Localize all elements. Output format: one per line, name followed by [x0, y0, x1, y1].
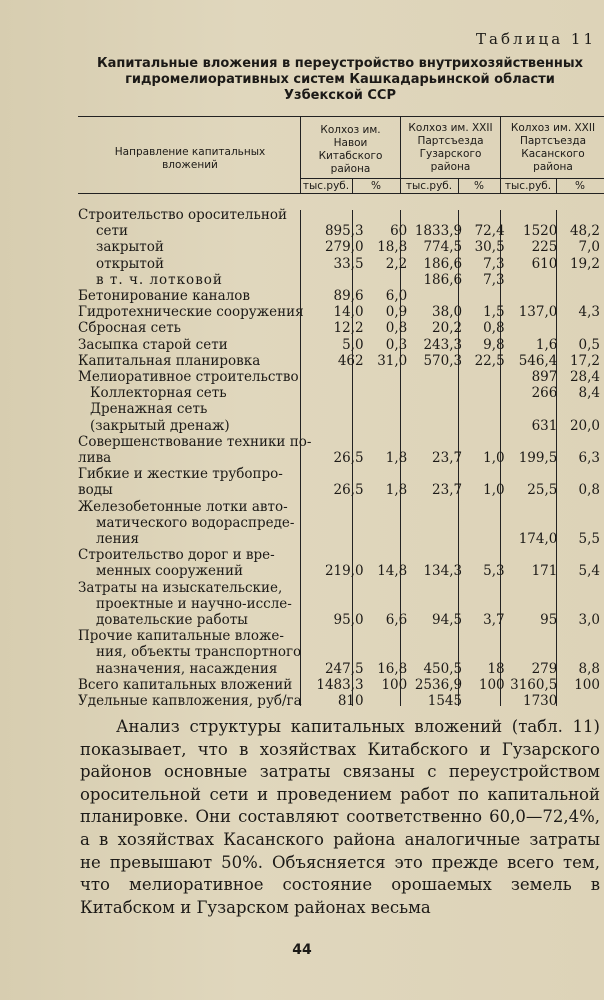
row-label: довательские работы — [96, 612, 248, 629]
cell-value: 1,0 — [483, 482, 505, 499]
row-label: открытой — [96, 255, 165, 272]
row-label: Прочие капитальные вложе- — [78, 628, 284, 645]
cell-value — [315, 596, 368, 612]
title-line-1: Капитальные вложения в переустройство внутрихозяйственных — [96, 56, 584, 71]
cell-value: 23,7 — [432, 482, 463, 499]
cell-value: 16,8 — [377, 660, 408, 677]
cell-value: 610 — [531, 255, 558, 272]
cell-value — [466, 418, 509, 434]
row-label: Железобетонные лотки авто- — [78, 498, 288, 515]
cell-value — [368, 369, 412, 385]
cell-value — [466, 580, 509, 596]
cell-value — [411, 580, 466, 596]
unit-rub-1: тыс.руб. — [302, 180, 350, 192]
cell-value: 31,0 — [377, 352, 408, 369]
cell-value — [411, 547, 466, 563]
cell-value: 14,0 — [333, 304, 364, 321]
cell-value: 72,4 — [474, 223, 505, 240]
row-label: Совершенствование техники по- — [78, 433, 312, 450]
unit-rub-3: тыс.руб. — [504, 180, 552, 192]
table-row — [78, 596, 604, 612]
cell-value: 219,0 — [324, 563, 364, 580]
row-label: назначения, насаждения — [96, 660, 278, 677]
row-label: закрытой — [96, 239, 164, 256]
cell-value: 1520 — [523, 223, 558, 240]
cell-value — [561, 628, 604, 644]
cell-value: 462 — [337, 352, 364, 369]
cell-value: 48,2 — [569, 223, 600, 240]
cell-value: 100 — [574, 676, 600, 693]
cell-value — [561, 288, 604, 304]
cell-value — [411, 434, 466, 450]
cell-value: 19,2 — [569, 255, 600, 272]
table-row — [78, 547, 604, 563]
cell-value: 199,5 — [518, 450, 558, 467]
row-label: Всего капитальных вложений — [78, 676, 293, 693]
cell-value — [561, 320, 604, 336]
cell-value — [411, 644, 466, 660]
row-label: Коллекторная сеть — [90, 385, 227, 402]
cell-value — [411, 369, 466, 385]
cell-value — [466, 628, 509, 644]
cell-value — [561, 499, 604, 515]
table-row — [78, 563, 604, 579]
cell-value: 1833,9 — [414, 223, 463, 240]
cell-value: 0,8 — [578, 482, 600, 499]
table-row — [78, 304, 604, 320]
cell-value: 5,4 — [578, 563, 600, 580]
table-body — [78, 207, 604, 709]
table-row — [78, 515, 604, 531]
row-label: Строительство дорог и вре- — [78, 547, 275, 564]
cell-value: 5,5 — [578, 531, 600, 548]
table-row — [78, 580, 604, 596]
cell-value — [466, 547, 509, 563]
row-label: матического водораспреде- — [96, 514, 295, 531]
cell-value — [466, 531, 509, 547]
cell-value: 4,3 — [578, 304, 600, 321]
cell-value: 23,7 — [432, 450, 463, 467]
cell-value: 1730 — [523, 693, 558, 710]
cell-value: 6,0 — [385, 288, 408, 305]
row-label: Гибкие и жесткие трубопро- — [78, 466, 283, 483]
title-line-2: гидромелиоративных систем Кашкадарьинской области — [125, 72, 555, 87]
cell-value — [561, 207, 604, 223]
cell-value: 14,8 — [377, 563, 408, 580]
cell-value: 774,5 — [423, 239, 463, 256]
row-label: (закрытый дренаж) — [90, 417, 230, 434]
cell-value: 266 — [531, 385, 558, 402]
cell-value: 631 — [531, 417, 558, 434]
cell-value — [466, 434, 509, 450]
cell-value — [466, 499, 509, 515]
table-row — [78, 531, 604, 547]
row-label: Мелиоративное строительство — [78, 369, 299, 386]
cell-value: 38,0 — [432, 304, 463, 321]
cell-value — [561, 644, 604, 660]
row-label: Гидротехнические сооружения — [78, 304, 304, 321]
cell-value: 8,8 — [578, 660, 600, 677]
cell-value: 95,0 — [333, 612, 364, 629]
cell-value: 174,0 — [518, 531, 558, 548]
cell-value: 22,5 — [474, 352, 505, 369]
cell-value: 279,0 — [324, 239, 364, 256]
table-row — [78, 207, 604, 223]
cell-value — [315, 369, 368, 385]
cell-value — [466, 207, 509, 223]
cell-value: 134,3 — [423, 563, 463, 580]
table-row — [78, 612, 604, 628]
cell-value — [466, 515, 509, 531]
cell-value — [561, 401, 604, 417]
title-line-3: Узбекской ССР — [284, 88, 396, 103]
cell-value — [315, 547, 368, 563]
cell-value — [466, 385, 509, 401]
cell-value: 279 — [531, 660, 558, 677]
cell-value — [411, 596, 466, 612]
cell-value: 0,5 — [578, 336, 600, 353]
table-row — [78, 401, 604, 417]
cell-value: 5,0 — [342, 336, 364, 353]
header-direction: Направление капитальных вложений — [114, 146, 266, 171]
cell-value — [368, 644, 412, 660]
row-label: ния, объекты транспортного — [96, 644, 302, 661]
row-label: менных сооружений — [96, 563, 243, 580]
cell-value — [315, 580, 368, 596]
cell-value — [509, 644, 562, 660]
cell-value: 1483,3 — [316, 676, 364, 693]
cell-value: 12,2 — [333, 320, 364, 337]
cell-value — [315, 418, 368, 434]
cell-value: 60 — [390, 223, 408, 240]
table-row — [78, 661, 604, 677]
table-row — [78, 693, 604, 709]
row-label: лива — [78, 450, 112, 467]
cell-value: 95 — [540, 612, 558, 629]
cell-value: 0,8 — [483, 320, 505, 337]
cell-value: 26,5 — [333, 482, 364, 499]
row-label: воды — [78, 482, 113, 499]
table-row — [78, 272, 604, 288]
cell-value — [509, 580, 562, 596]
cell-value: 1,8 — [385, 450, 408, 467]
cell-value: 450,5 — [423, 660, 463, 677]
cell-value: 18,8 — [377, 239, 408, 256]
cell-value: 100 — [478, 676, 505, 693]
cell-value: 186,6 — [423, 271, 463, 288]
cell-value — [561, 515, 604, 531]
cell-value — [466, 466, 509, 482]
cell-value — [411, 207, 466, 223]
cell-value — [315, 401, 368, 417]
cell-value — [509, 320, 562, 336]
cell-value — [411, 531, 466, 547]
cell-value: 2536,9 — [414, 676, 463, 693]
cell-value — [315, 628, 368, 644]
cell-value — [368, 499, 412, 515]
cell-value — [368, 418, 412, 434]
cell-value: 33,5 — [333, 255, 364, 272]
cell-value: 94,5 — [432, 612, 463, 629]
cell-value: 1,5 — [483, 304, 505, 321]
table-row — [78, 677, 604, 693]
cell-value — [368, 515, 412, 531]
cell-value — [368, 580, 412, 596]
row-label: проектные и научно-иссле- — [96, 595, 292, 612]
cell-value — [411, 628, 466, 644]
cell-value — [509, 547, 562, 563]
row-label: сети — [96, 223, 129, 240]
cell-value — [315, 531, 368, 547]
cell-value: 243,3 — [423, 336, 463, 353]
table-row — [78, 337, 604, 353]
table-row — [78, 369, 604, 385]
cell-value — [411, 499, 466, 515]
cell-value — [368, 531, 412, 547]
cell-value — [315, 434, 368, 450]
cell-value — [411, 466, 466, 482]
cell-value — [315, 385, 368, 401]
cell-value — [466, 401, 509, 417]
cell-value: 20,2 — [432, 320, 463, 337]
cell-value — [561, 580, 604, 596]
table-row — [78, 450, 604, 466]
cell-value: 546,4 — [518, 352, 558, 369]
cell-value — [561, 466, 604, 482]
cell-value: 1,6 — [535, 336, 558, 353]
cell-value: 30,5 — [474, 239, 505, 256]
cell-value — [509, 596, 562, 612]
cell-value — [368, 596, 412, 612]
row-label: Затраты на изыскательские, — [78, 579, 283, 596]
cell-value — [368, 207, 412, 223]
data-table — [78, 207, 604, 709]
cell-value: 225 — [531, 239, 558, 256]
cell-value: 1,0 — [483, 450, 505, 467]
cell-value — [509, 499, 562, 515]
cell-value: 6,6 — [385, 612, 408, 629]
cell-value: 171 — [531, 563, 558, 580]
header-farm-3: Колхоз им. XXII Партсъезда Касанского района — [510, 122, 596, 173]
body-paragraph-text: Анализ структуры капитальных вложений (табл. 11) показывает, что в хозяйствах Китабского и Гузарского районов основные затраты связаны с переустройством оросительной сети и проведением работ по капитальной планировке. Они составляют соответственно 60,0—72,4%, а в хозяйствах Касанского района аналогичные затраты не превышают 50%. Объясняется это прежде всего тем, что мелиоративное состояние орошаемых земель в Китабском и Гузарском районах весьма — [80, 717, 600, 917]
header-top-rule — [78, 116, 604, 117]
header-bottom-rule — [78, 193, 604, 194]
cell-value: 2,2 — [385, 255, 408, 272]
cell-value — [315, 272, 368, 288]
cell-value: 137,0 — [518, 304, 558, 321]
cell-value: 17,2 — [569, 352, 600, 369]
cell-value: 1,8 — [385, 482, 408, 499]
cell-value: 8,4 — [578, 385, 600, 402]
cell-value — [509, 466, 562, 482]
table-row — [78, 223, 604, 239]
cell-value — [561, 272, 604, 288]
table-row — [78, 239, 604, 255]
table-row — [78, 418, 604, 434]
body-paragraph — [80, 716, 600, 919]
header-farm-1: Колхоз им. Навои Китабского района — [318, 124, 383, 175]
cell-value: 897 — [531, 369, 558, 386]
cell-value: 7,3 — [483, 255, 505, 272]
cell-value — [315, 644, 368, 660]
cell-value — [509, 288, 562, 304]
cell-value — [368, 434, 412, 450]
cell-value: 26,5 — [333, 450, 364, 467]
cell-value: 18 — [487, 660, 505, 677]
unit-rule — [300, 178, 604, 179]
table-title — [70, 56, 604, 104]
cell-value — [315, 207, 368, 223]
cell-value — [509, 515, 562, 531]
table-number: Таблица 11 — [476, 30, 596, 48]
cell-value: 810 — [337, 693, 364, 710]
table-row — [78, 256, 604, 272]
table-row — [78, 353, 604, 369]
cell-value: 7,3 — [483, 271, 505, 288]
cell-value: 6,3 — [578, 450, 600, 467]
cell-value — [509, 434, 562, 450]
cell-value — [368, 547, 412, 563]
unit-rub-2: тыс.руб. — [405, 180, 453, 192]
cell-value: 5,3 — [483, 563, 505, 580]
cell-value — [509, 628, 562, 644]
cell-value — [466, 644, 509, 660]
cell-value — [411, 515, 466, 531]
cell-value: 247,5 — [324, 660, 364, 677]
row-label: Удельные капвложения, руб/га — [78, 693, 302, 710]
cell-value — [561, 547, 604, 563]
cell-value — [466, 369, 509, 385]
cell-value: 3160,5 — [510, 676, 558, 693]
cell-value — [466, 693, 509, 709]
cell-value — [315, 499, 368, 515]
cell-value — [466, 288, 509, 304]
cell-value: 0,8 — [385, 320, 408, 337]
cell-value — [411, 288, 466, 304]
table-row — [78, 466, 604, 482]
cell-value: 28,4 — [569, 369, 600, 386]
table-row — [78, 320, 604, 336]
cell-value: 20,0 — [569, 417, 600, 434]
row-label: Капитальная планировка — [78, 352, 261, 369]
cell-value — [561, 596, 604, 612]
cell-value — [368, 693, 412, 709]
cell-value: 186,6 — [423, 255, 463, 272]
cell-value: 0,9 — [385, 304, 408, 321]
table-row — [78, 628, 604, 644]
row-label: ления — [96, 531, 140, 548]
table-row — [78, 482, 604, 498]
cell-value — [315, 466, 368, 482]
row-label: Сбросная сеть — [78, 320, 182, 337]
cell-value — [368, 628, 412, 644]
header-farm-2: Колхоз им. XXII Партсъезда Гузарского района — [408, 122, 493, 173]
cell-value — [368, 272, 412, 288]
table-row — [78, 434, 604, 450]
cell-value — [509, 207, 562, 223]
cell-value: 3,7 — [483, 612, 505, 629]
cell-value — [368, 466, 412, 482]
cell-value — [368, 385, 412, 401]
cell-value: 7,0 — [578, 239, 600, 256]
cell-value — [315, 515, 368, 531]
cell-value: 9,8 — [483, 336, 505, 353]
cell-value: 100 — [381, 676, 408, 693]
table-row — [78, 644, 604, 660]
row-label: Засыпка старой сети — [78, 336, 228, 353]
table-row — [78, 288, 604, 304]
cell-value — [368, 401, 412, 417]
cell-value — [561, 693, 604, 709]
row-label: Строительство оросительной — [78, 207, 287, 223]
cell-value — [411, 401, 466, 417]
unit-pct-3: % — [575, 180, 585, 192]
table-row — [78, 385, 604, 401]
cell-value — [509, 401, 562, 417]
cell-value: 25,5 — [527, 482, 558, 499]
cell-value — [411, 385, 466, 401]
cell-value: 89,6 — [333, 288, 364, 305]
cell-value — [561, 434, 604, 450]
row-label: Дренажная сеть — [90, 401, 208, 418]
cell-value: 3,0 — [578, 612, 600, 629]
cell-value: 570,3 — [423, 352, 463, 369]
page-number: 44 — [292, 942, 312, 958]
row-label: в т. ч. лотковой — [96, 271, 223, 288]
cell-value — [466, 596, 509, 612]
row-label: Бетонирование каналов — [78, 288, 251, 305]
cell-value — [509, 272, 562, 288]
cell-value — [411, 418, 466, 434]
cell-value: 895,3 — [324, 223, 364, 240]
cell-value: 0,3 — [385, 336, 408, 353]
unit-pct-1: % — [371, 180, 381, 192]
unit-pct-2: % — [474, 180, 484, 192]
cell-value: 1545 — [427, 693, 463, 710]
table-row — [78, 499, 604, 515]
